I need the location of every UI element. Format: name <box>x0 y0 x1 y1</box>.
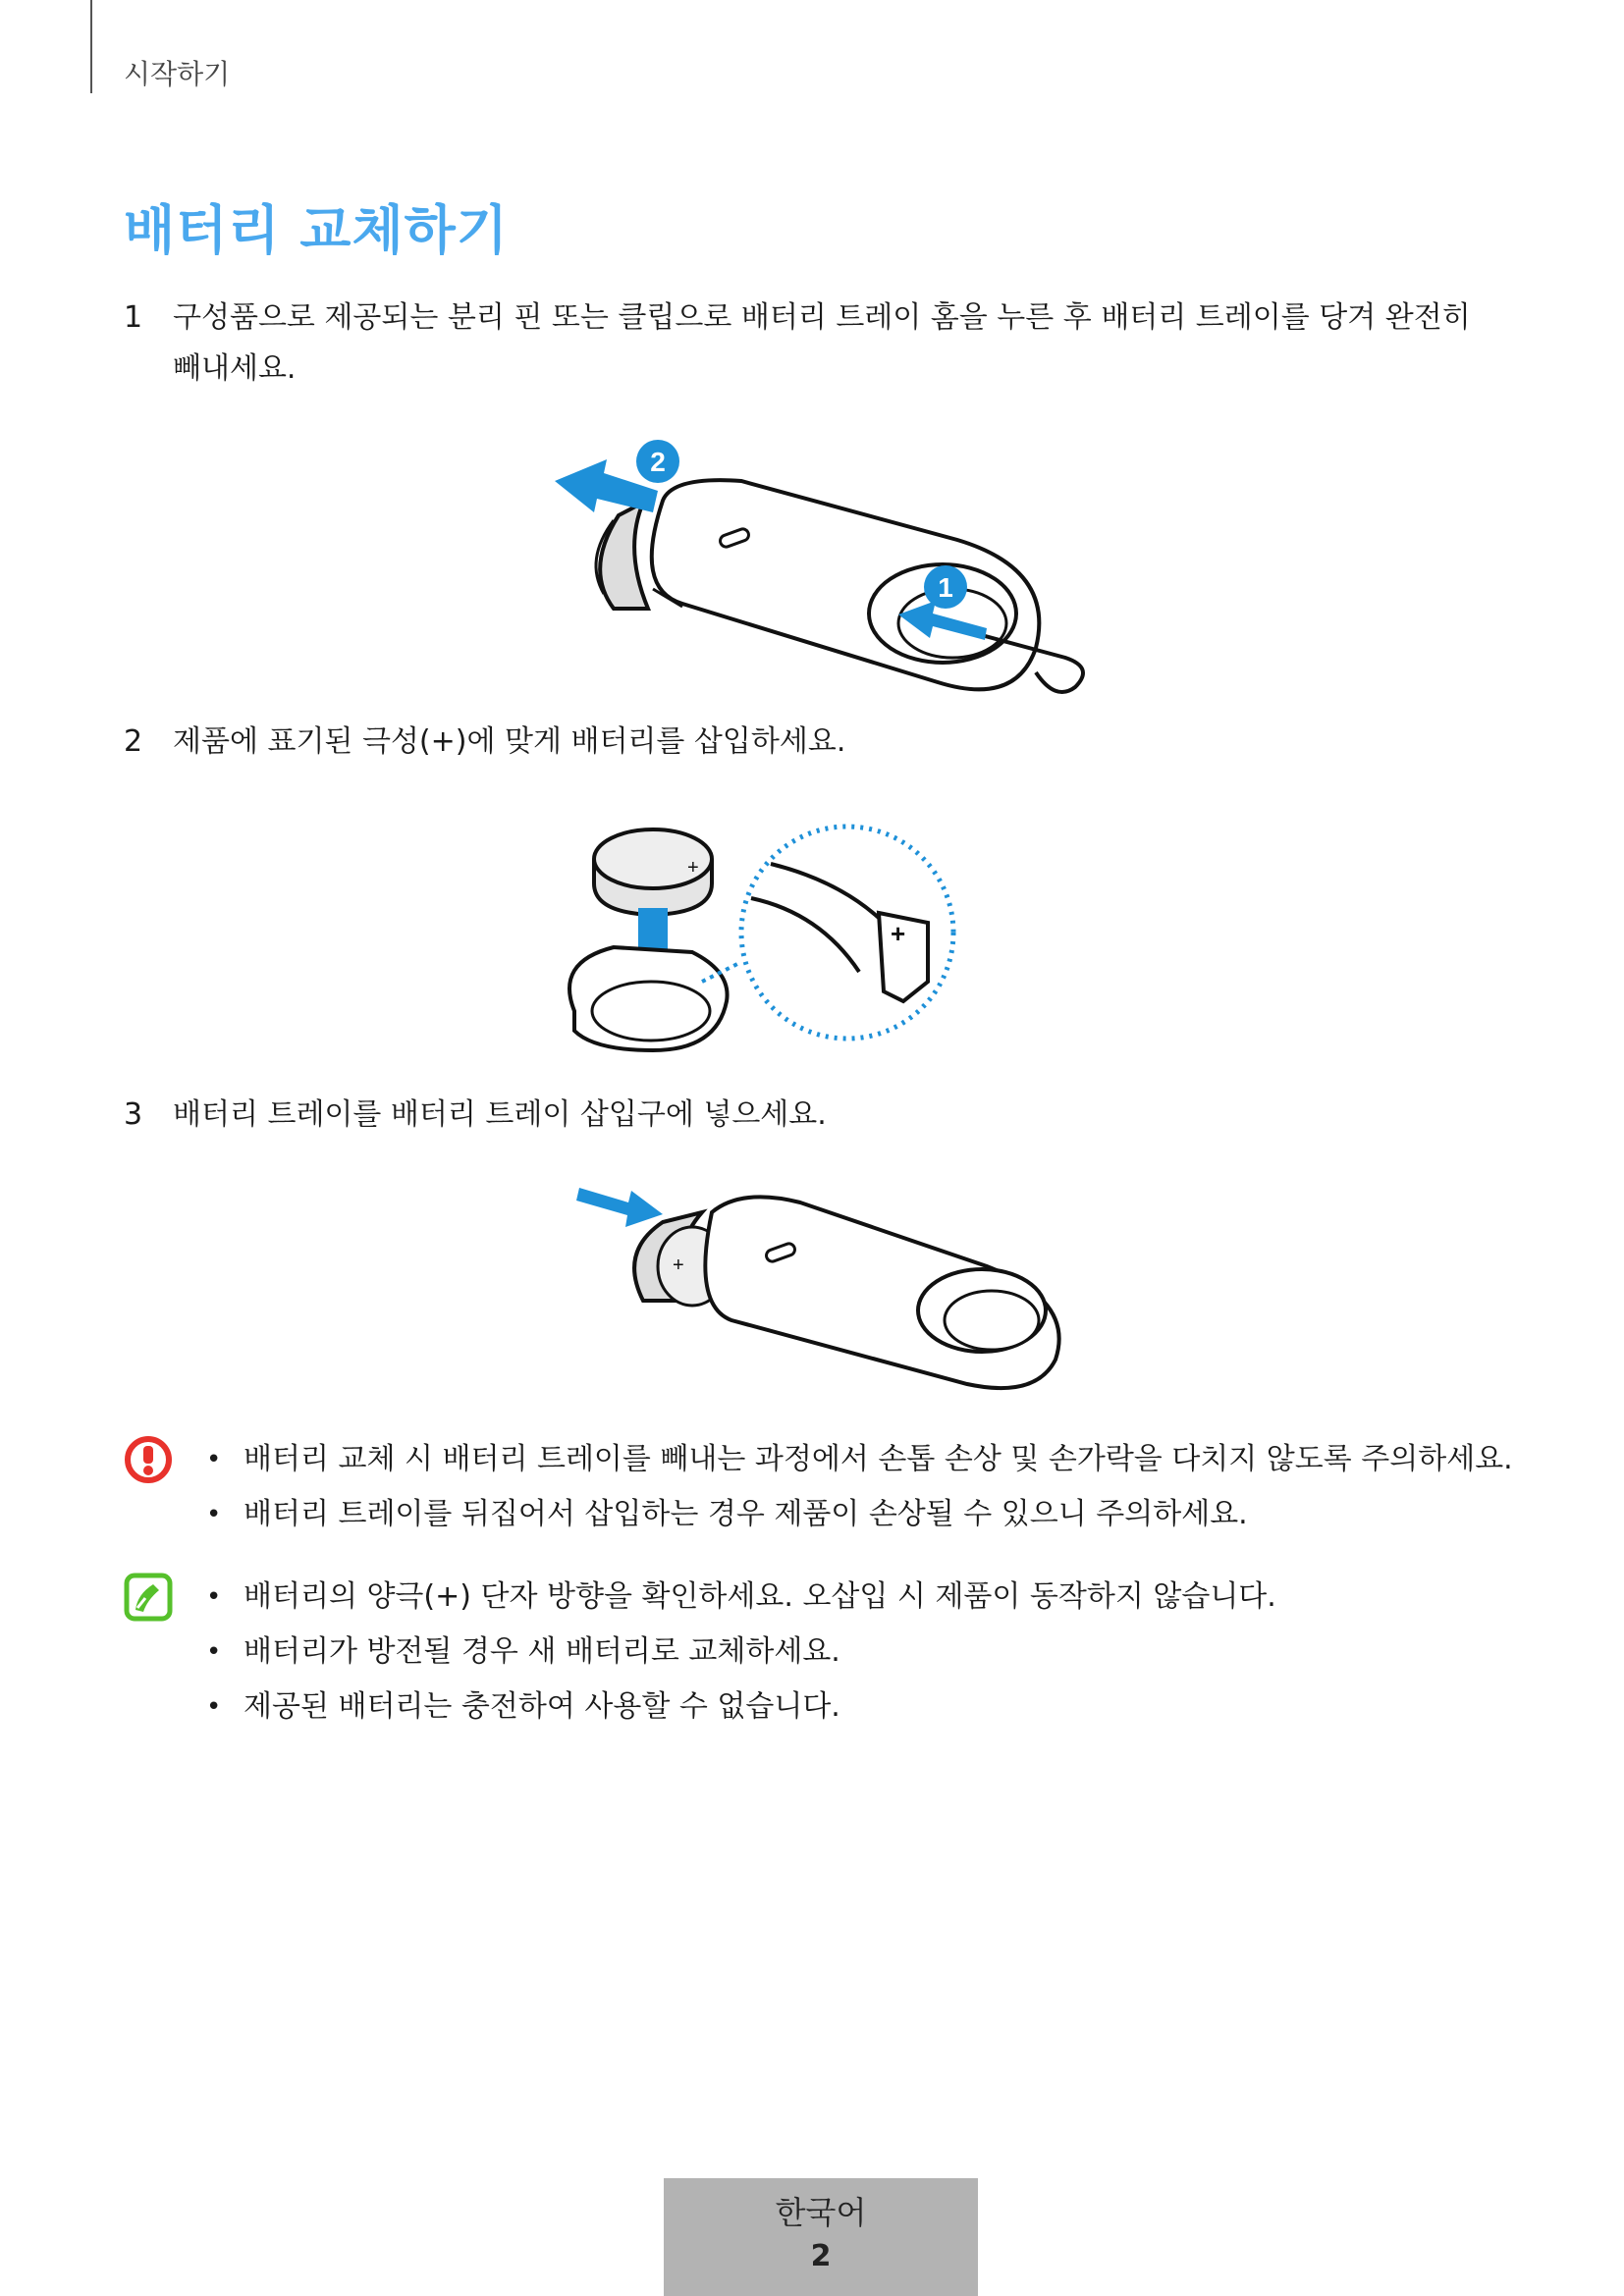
list-item: • 배터리의 양극(+) 단자 방향을 확인하세요. 오삽입 시 제품이 동작하지 않습니다. <box>206 1573 1276 1628</box>
tray-plus-mark: + <box>891 919 906 948</box>
note-icon <box>124 1573 173 1622</box>
step-text: 제품에 표기된 극성(+)에 맞게 배터리를 삽입하세요. <box>173 724 846 759</box>
battery-tray <box>600 503 648 609</box>
caution-icon <box>124 1435 173 1484</box>
step-text: 배터리 트레이를 배터리 트레이 삽입구에 넣으세요. <box>173 1097 827 1132</box>
caution-list <box>206 1435 1513 1545</box>
list-item: • 제공된 배터리는 충전하여 사용할 수 없습니다. <box>206 1682 1276 1737</box>
tray-plus-mark: + <box>673 1255 684 1276</box>
header-rule <box>90 0 92 93</box>
step-number: 1 <box>124 300 143 335</box>
footer-language: 한국어 <box>775 2194 867 2231</box>
insert-tray-arrow <box>576 1188 663 1227</box>
callout-1: 1 <box>938 572 953 603</box>
note-list <box>206 1573 1276 1737</box>
step-number: 3 <box>124 1097 143 1132</box>
page-footer <box>664 2178 978 2296</box>
callout-2: 2 <box>650 447 666 477</box>
step-text: 구성품으로 제공되는 분리 핀 또는 클립으로 배터리 트레이 홈을 누른 후 배터리 트레이를 당겨 완전히 빼내세요. <box>173 300 1471 386</box>
step-number: 2 <box>124 724 143 759</box>
battery-plus-mark: + <box>687 857 699 879</box>
list-item: • 배터리가 방전될 경우 새 배터리로 교체하세요. <box>206 1628 1276 1682</box>
list-item: • 배터리 교체 시 배터리 트레이를 빼내는 과정에서 손톱 손상 및 손가락을 다치지 않도록 주의하세요. <box>206 1435 1513 1490</box>
figure-remove-tray <box>545 422 1095 707</box>
figure-insert-battery <box>555 805 1085 1070</box>
list-item: • 배터리 트레이를 뒤집어서 삽입하는 경우 제품이 손상될 수 있으니 주의하세요. <box>206 1490 1513 1545</box>
section-header: 시작하기 <box>124 58 231 90</box>
figure-insert-tray <box>574 1173 1075 1399</box>
page-number: 2 <box>810 2239 832 2273</box>
page-title: 배터리 교체하기 <box>124 199 509 261</box>
